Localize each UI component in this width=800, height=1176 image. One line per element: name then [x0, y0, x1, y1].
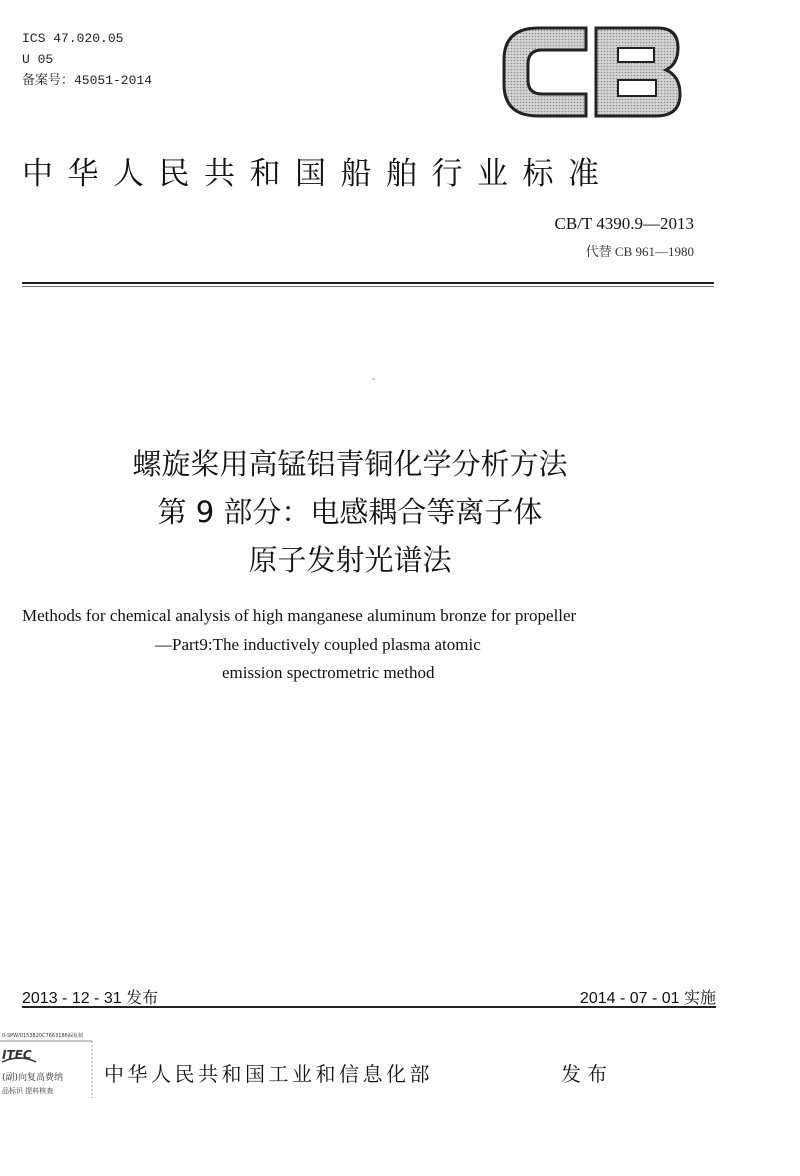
issue-date: 2013 - 12 - 31 发布	[22, 990, 159, 1007]
title-en-line1: Methods for chemical analysis of high manganese aluminum bronze for propeller	[22, 606, 577, 625]
cb-logo	[498, 20, 684, 124]
logo-b-shape	[596, 28, 680, 116]
classification-block	[22, 28, 152, 91]
anti-counterfeit-stamp	[0, 1032, 96, 1102]
stamp-line2: ITEC	[2, 1048, 32, 1062]
cb-logo-mark	[498, 20, 684, 124]
issued-label: 发布	[561, 1062, 613, 1086]
standard-number: CB/T 4390.9—2013	[554, 214, 694, 233]
stamp-line3: (副)向复高费纳	[2, 1073, 64, 1083]
header-divider-thin	[22, 286, 714, 287]
industry-standard-heading: 中华人民共和国船舶行业标准	[22, 156, 614, 192]
logo-b-lower-hole	[618, 80, 656, 96]
logo-c-shape	[504, 28, 586, 116]
footer-divider	[22, 1006, 716, 1008]
title-cn-line1: 螺旋桨用高锰铝青铜化学分析方法	[132, 447, 568, 481]
ics-code: ICS 47.020.05	[22, 31, 124, 46]
scan-speck	[372, 378, 375, 380]
title-en-line2: —Part9:The inductively coupled plasma atomic	[155, 635, 481, 654]
stamp-line1: 0-SPW/0153820C7663186漏复制	[2, 1033, 83, 1039]
title-en-line3: emission spectrometric method	[222, 663, 435, 682]
filing-number: 备案号：45051-2014	[22, 73, 153, 88]
header-divider	[22, 282, 714, 284]
stamp-line4: 品标识 提料核查	[2, 1087, 54, 1095]
issuing-authority: 中华人民共和国工业和信息化部	[104, 1062, 433, 1086]
replaces-standard: 代替 CB 961—1980	[585, 244, 694, 259]
ccs-code: U 05	[22, 52, 54, 67]
implementation-date: 2014 - 07 - 01 实施	[579, 990, 716, 1007]
logo-b-upper-hole	[618, 48, 654, 62]
title-cn-line3: 原子发射光谱法	[248, 543, 452, 577]
title-cn-line2: 第 9 部分：电感耦合等离子体	[157, 495, 543, 529]
